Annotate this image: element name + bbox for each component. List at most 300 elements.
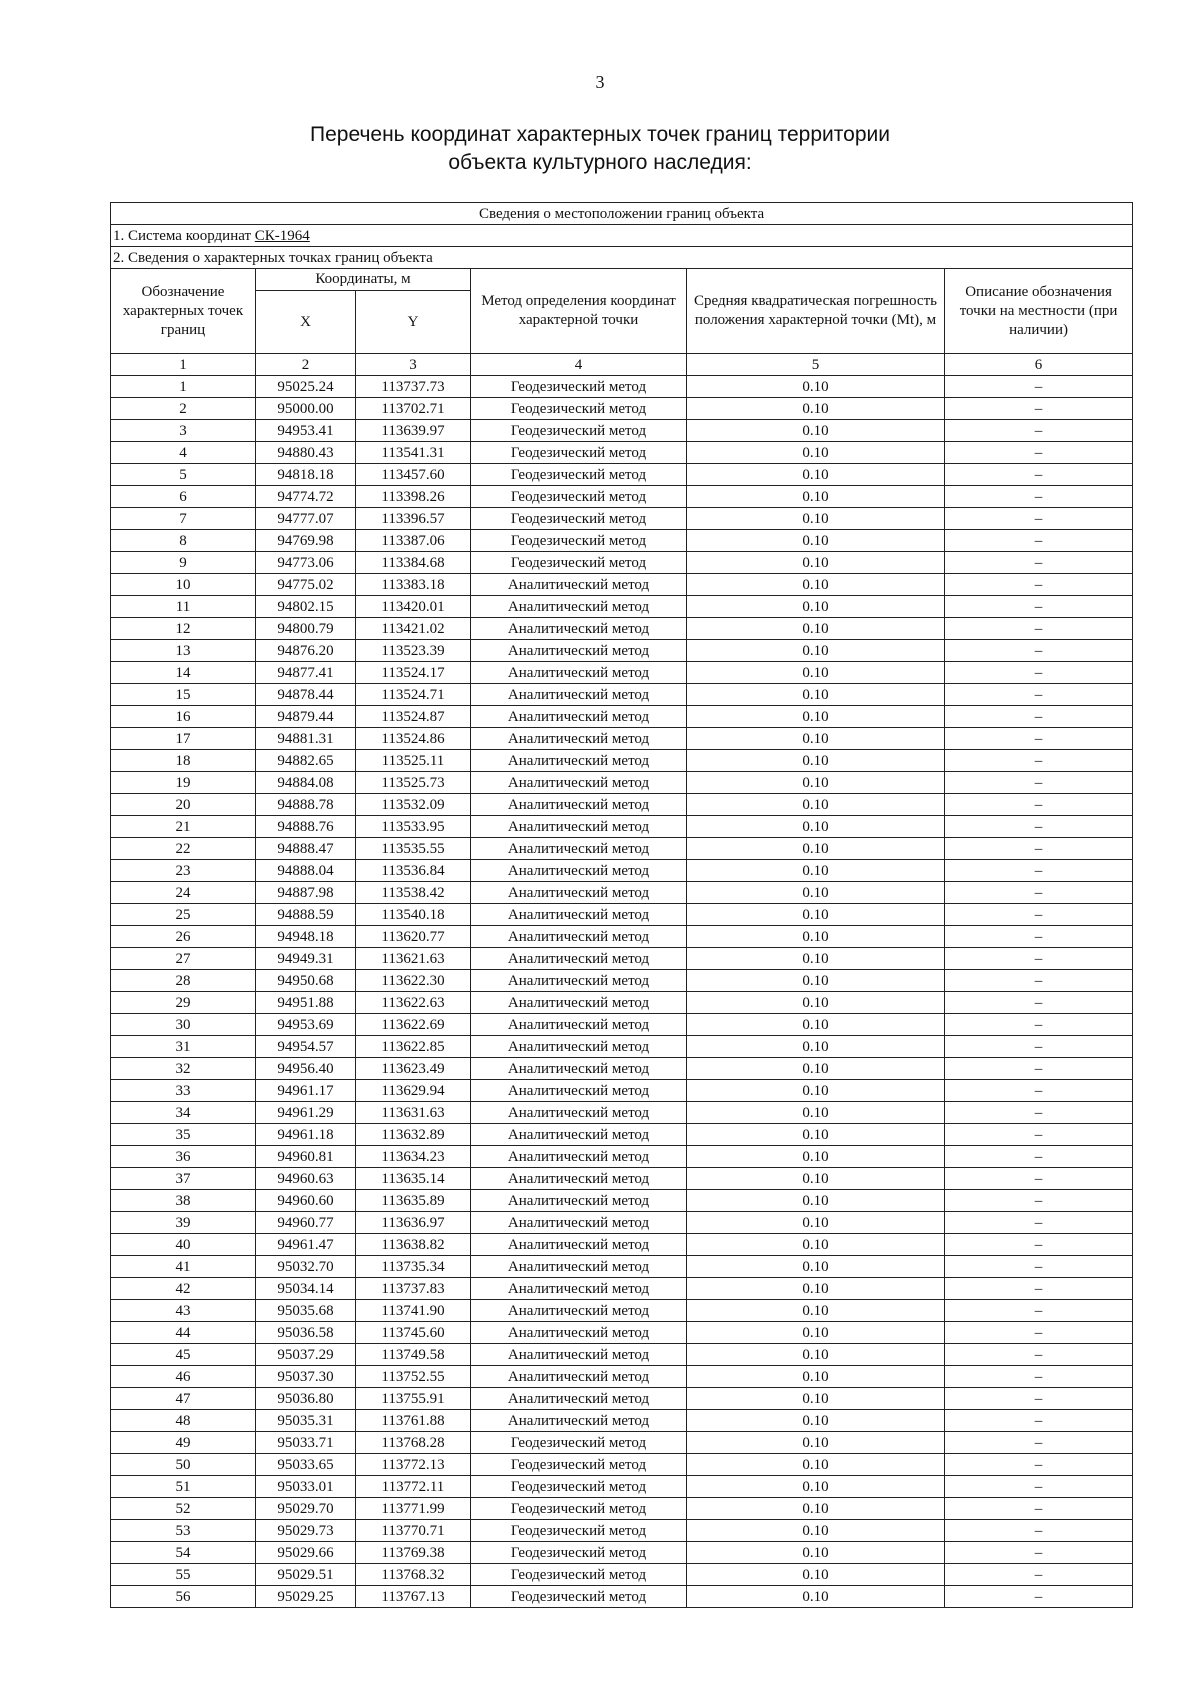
document-title (0, 121, 1200, 177)
table-row (111, 1432, 1133, 1454)
point-number-cell: 1 (111, 376, 256, 398)
x-coordinate-cell: 94888.59 (256, 904, 356, 926)
y-coordinate-cell: 113387.06 (356, 530, 471, 552)
method-cell: Геодезический метод (471, 1586, 687, 1608)
table-row (111, 508, 1133, 530)
table-row (111, 970, 1133, 992)
y-coordinate-cell: 113745.60 (356, 1322, 471, 1344)
document-title-line-2: объекта культурного наследия: (448, 151, 752, 174)
table-row (111, 728, 1133, 750)
y-coordinate-cell: 113735.34 (356, 1256, 471, 1278)
table-row (111, 574, 1133, 596)
method-cell: Геодезический метод (471, 376, 687, 398)
table-row (111, 618, 1133, 640)
x-coordinate-cell: 94879.44 (256, 706, 356, 728)
description-cell: – (945, 1014, 1133, 1036)
coordinates-table-body (111, 203, 1133, 1608)
point-number-cell: 10 (111, 574, 256, 596)
error-cell: 0.10 (687, 926, 945, 948)
table-row (111, 596, 1133, 618)
y-coordinate-cell: 113752.55 (356, 1366, 471, 1388)
points-section-title: 2. Сведения о характерных точках границ объекта (111, 247, 1133, 269)
point-number-cell: 29 (111, 992, 256, 1014)
x-coordinate-cell: 95032.70 (256, 1256, 356, 1278)
y-coordinate-cell: 113772.13 (356, 1454, 471, 1476)
point-number-cell: 23 (111, 860, 256, 882)
error-cell: 0.10 (687, 1102, 945, 1124)
y-coordinate-cell: 113524.87 (356, 706, 471, 728)
table-row (111, 464, 1133, 486)
description-cell: – (945, 1300, 1133, 1322)
x-coordinate-cell: 94773.06 (256, 552, 356, 574)
point-number-cell: 13 (111, 640, 256, 662)
x-coordinate-cell: 94769.98 (256, 530, 356, 552)
error-cell: 0.10 (687, 640, 945, 662)
table-row (111, 1564, 1133, 1586)
error-cell: 0.10 (687, 1256, 945, 1278)
table-row (111, 684, 1133, 706)
point-number-cell: 42 (111, 1278, 256, 1300)
method-cell: Аналитический метод (471, 662, 687, 684)
method-cell: Аналитический метод (471, 970, 687, 992)
x-coordinate-cell: 94956.40 (256, 1058, 356, 1080)
error-cell: 0.10 (687, 684, 945, 706)
error-cell: 0.10 (687, 376, 945, 398)
x-coordinate-cell: 95000.00 (256, 398, 356, 420)
table-row (111, 1476, 1133, 1498)
method-cell: Аналитический метод (471, 728, 687, 750)
table-row (111, 1256, 1133, 1278)
table-row (111, 442, 1133, 464)
point-number-cell: 32 (111, 1058, 256, 1080)
x-coordinate-cell: 94888.76 (256, 816, 356, 838)
y-coordinate-cell: 113629.94 (356, 1080, 471, 1102)
point-number-cell: 49 (111, 1432, 256, 1454)
point-number-cell: 31 (111, 1036, 256, 1058)
error-cell: 0.10 (687, 794, 945, 816)
y-coordinate-cell: 113632.89 (356, 1124, 471, 1146)
error-cell: 0.10 (687, 1212, 945, 1234)
table-row (111, 1410, 1133, 1432)
error-cell: 0.10 (687, 442, 945, 464)
y-coordinate-cell: 113769.38 (356, 1542, 471, 1564)
table-row (111, 1542, 1133, 1564)
x-coordinate-cell: 94888.78 (256, 794, 356, 816)
point-number-cell: 24 (111, 882, 256, 904)
table-row (111, 1454, 1133, 1476)
table-row (111, 1036, 1133, 1058)
table-row (111, 398, 1133, 420)
method-cell: Аналитический метод (471, 706, 687, 728)
description-cell: – (945, 376, 1133, 398)
method-cell: Геодезический метод (471, 552, 687, 574)
table-row (111, 486, 1133, 508)
error-cell: 0.10 (687, 772, 945, 794)
table-row (111, 376, 1133, 398)
coordinates-table (110, 202, 1133, 1608)
coord-system-prefix: 1. Система координат (113, 227, 255, 244)
point-number-cell: 41 (111, 1256, 256, 1278)
y-coordinate-cell: 113768.32 (356, 1564, 471, 1586)
y-coordinate-cell: 113541.31 (356, 442, 471, 464)
column-number: 6 (945, 354, 1133, 376)
error-cell: 0.10 (687, 552, 945, 574)
description-cell: – (945, 1410, 1133, 1432)
error-cell: 0.10 (687, 1498, 945, 1520)
y-coordinate-cell: 113535.55 (356, 838, 471, 860)
method-cell: Аналитический метод (471, 750, 687, 772)
x-coordinate-cell: 95035.68 (256, 1300, 356, 1322)
table-row (111, 1586, 1133, 1608)
error-cell: 0.10 (687, 1322, 945, 1344)
x-coordinate-cell: 94961.29 (256, 1102, 356, 1124)
error-cell: 0.10 (687, 1278, 945, 1300)
section-title: Сведения о местоположении границ объекта (111, 203, 1133, 225)
method-cell: Геодезический метод (471, 1454, 687, 1476)
description-cell: – (945, 486, 1133, 508)
x-coordinate-cell: 95035.31 (256, 1410, 356, 1432)
column-numbers-row (111, 354, 1133, 376)
y-coordinate-cell: 113622.30 (356, 970, 471, 992)
error-cell: 0.10 (687, 1586, 945, 1608)
x-coordinate-cell: 94953.41 (256, 420, 356, 442)
error-cell: 0.10 (687, 1080, 945, 1102)
column-number: 4 (471, 354, 687, 376)
table-row (111, 1388, 1133, 1410)
y-coordinate-cell: 113741.90 (356, 1300, 471, 1322)
y-coordinate-cell: 113540.18 (356, 904, 471, 926)
method-cell: Аналитический метод (471, 1234, 687, 1256)
method-cell: Геодезический метод (471, 1432, 687, 1454)
coord-system (111, 225, 1133, 247)
error-cell: 0.10 (687, 1344, 945, 1366)
x-coordinate-cell: 94882.65 (256, 750, 356, 772)
y-coordinate-cell: 113396.57 (356, 508, 471, 530)
method-cell: Аналитический метод (471, 1102, 687, 1124)
point-number-cell: 38 (111, 1190, 256, 1212)
table-row (111, 1124, 1133, 1146)
method-cell: Аналитический метод (471, 640, 687, 662)
header-error: Средняя квадратическая погрешность положения характерной точки (Mt), м (687, 269, 945, 354)
description-cell: – (945, 530, 1133, 552)
y-coordinate-cell: 113770.71 (356, 1520, 471, 1542)
description-cell: – (945, 1322, 1133, 1344)
table-row (111, 1366, 1133, 1388)
method-cell: Геодезический метод (471, 486, 687, 508)
x-coordinate-cell: 94961.18 (256, 1124, 356, 1146)
x-coordinate-cell: 94949.31 (256, 948, 356, 970)
description-cell: – (945, 640, 1133, 662)
point-number-cell: 3 (111, 420, 256, 442)
header-point-designation: Обозначение характерных точек границ (111, 269, 256, 354)
method-cell: Геодезический метод (471, 420, 687, 442)
x-coordinate-cell: 94888.04 (256, 860, 356, 882)
point-number-cell: 20 (111, 794, 256, 816)
point-number-cell: 37 (111, 1168, 256, 1190)
method-cell: Аналитический метод (471, 1300, 687, 1322)
error-cell: 0.10 (687, 1476, 945, 1498)
x-coordinate-cell: 94888.47 (256, 838, 356, 860)
table-row (111, 816, 1133, 838)
y-coordinate-cell: 113702.71 (356, 398, 471, 420)
y-coordinate-cell: 113631.63 (356, 1102, 471, 1124)
x-coordinate-cell: 95036.58 (256, 1322, 356, 1344)
point-number-cell: 28 (111, 970, 256, 992)
table-row (111, 860, 1133, 882)
x-coordinate-cell: 94954.57 (256, 1036, 356, 1058)
point-number-cell: 18 (111, 750, 256, 772)
description-cell: – (945, 904, 1133, 926)
point-number-cell: 47 (111, 1388, 256, 1410)
point-number-cell: 8 (111, 530, 256, 552)
description-cell: – (945, 1520, 1133, 1542)
description-cell: – (945, 1168, 1133, 1190)
table-row (111, 838, 1133, 860)
y-coordinate-cell: 113638.82 (356, 1234, 471, 1256)
x-coordinate-cell: 94960.60 (256, 1190, 356, 1212)
point-number-cell: 54 (111, 1542, 256, 1564)
point-number-cell: 48 (111, 1410, 256, 1432)
error-cell: 0.10 (687, 882, 945, 904)
y-coordinate-cell: 113749.58 (356, 1344, 471, 1366)
description-cell: – (945, 1278, 1133, 1300)
table-row (111, 1212, 1133, 1234)
point-number-cell: 44 (111, 1322, 256, 1344)
table-row (111, 706, 1133, 728)
y-coordinate-cell: 113622.63 (356, 992, 471, 1014)
error-cell: 0.10 (687, 1234, 945, 1256)
method-cell: Аналитический метод (471, 1014, 687, 1036)
point-number-cell: 39 (111, 1212, 256, 1234)
error-cell: 0.10 (687, 1432, 945, 1454)
description-cell: – (945, 992, 1133, 1014)
column-number: 1 (111, 354, 256, 376)
y-coordinate-cell: 113620.77 (356, 926, 471, 948)
error-cell: 0.10 (687, 662, 945, 684)
description-cell: – (945, 1036, 1133, 1058)
error-cell: 0.10 (687, 398, 945, 420)
description-cell: – (945, 1146, 1133, 1168)
error-cell: 0.10 (687, 706, 945, 728)
y-coordinate-cell: 113761.88 (356, 1410, 471, 1432)
description-cell: – (945, 574, 1133, 596)
y-coordinate-cell: 113524.86 (356, 728, 471, 750)
y-coordinate-cell: 113523.39 (356, 640, 471, 662)
y-coordinate-cell: 113538.42 (356, 882, 471, 904)
point-number-cell: 52 (111, 1498, 256, 1520)
point-number-cell: 4 (111, 442, 256, 464)
method-cell: Геодезический метод (471, 1542, 687, 1564)
point-number-cell: 12 (111, 618, 256, 640)
method-cell: Аналитический метод (471, 1146, 687, 1168)
method-cell: Аналитический метод (471, 948, 687, 970)
point-number-cell: 43 (111, 1300, 256, 1322)
table-row (111, 1234, 1133, 1256)
x-coordinate-cell: 95034.14 (256, 1278, 356, 1300)
method-cell: Геодезический метод (471, 398, 687, 420)
error-cell: 0.10 (687, 750, 945, 772)
description-cell: – (945, 948, 1133, 970)
column-number: 2 (256, 354, 356, 376)
table-row (111, 1344, 1133, 1366)
method-cell: Аналитический метод (471, 772, 687, 794)
description-cell: – (945, 1102, 1133, 1124)
y-coordinate-cell: 113384.68 (356, 552, 471, 574)
method-cell: Геодезический метод (471, 1564, 687, 1586)
point-number-cell: 36 (111, 1146, 256, 1168)
method-cell: Геодезический метод (471, 1476, 687, 1498)
x-coordinate-cell: 95036.80 (256, 1388, 356, 1410)
x-coordinate-cell: 95029.73 (256, 1520, 356, 1542)
table-row (111, 552, 1133, 574)
point-number-cell: 2 (111, 398, 256, 420)
y-coordinate-cell: 113420.01 (356, 596, 471, 618)
table-row (111, 1498, 1133, 1520)
method-cell: Аналитический метод (471, 1278, 687, 1300)
x-coordinate-cell: 94951.88 (256, 992, 356, 1014)
method-cell: Аналитический метод (471, 992, 687, 1014)
y-coordinate-cell: 113536.84 (356, 860, 471, 882)
table-row (111, 794, 1133, 816)
x-coordinate-cell: 94884.08 (256, 772, 356, 794)
header-y: Y (356, 291, 471, 354)
description-cell: – (945, 1498, 1133, 1520)
description-cell: – (945, 706, 1133, 728)
y-coordinate-cell: 113755.91 (356, 1388, 471, 1410)
y-coordinate-cell: 113635.14 (356, 1168, 471, 1190)
error-cell: 0.10 (687, 1366, 945, 1388)
method-cell: Аналитический метод (471, 860, 687, 882)
y-coordinate-cell: 113635.89 (356, 1190, 471, 1212)
point-number-cell: 16 (111, 706, 256, 728)
error-cell: 0.10 (687, 838, 945, 860)
table-row (111, 904, 1133, 926)
y-coordinate-cell: 113768.28 (356, 1432, 471, 1454)
error-cell: 0.10 (687, 1388, 945, 1410)
point-number-cell: 6 (111, 486, 256, 508)
point-number-cell: 46 (111, 1366, 256, 1388)
y-coordinate-cell: 113634.23 (356, 1146, 471, 1168)
error-cell: 0.10 (687, 1014, 945, 1036)
method-cell: Аналитический метод (471, 1036, 687, 1058)
error-cell: 0.10 (687, 1190, 945, 1212)
x-coordinate-cell: 94878.44 (256, 684, 356, 706)
y-coordinate-cell: 113525.73 (356, 772, 471, 794)
method-cell: Геодезический метод (471, 1498, 687, 1520)
error-cell: 0.10 (687, 420, 945, 442)
method-cell: Геодезический метод (471, 442, 687, 464)
table-row (111, 1058, 1133, 1080)
page-number: 3 (595, 72, 605, 92)
method-cell: Аналитический метод (471, 838, 687, 860)
x-coordinate-cell: 94960.81 (256, 1146, 356, 1168)
x-coordinate-cell: 94800.79 (256, 618, 356, 640)
method-cell: Аналитический метод (471, 1212, 687, 1234)
method-cell: Аналитический метод (471, 1080, 687, 1102)
x-coordinate-cell: 94876.20 (256, 640, 356, 662)
point-number-cell: 22 (111, 838, 256, 860)
point-number-cell: 50 (111, 1454, 256, 1476)
y-coordinate-cell: 113622.69 (356, 1014, 471, 1036)
table-row (111, 1278, 1133, 1300)
error-cell: 0.10 (687, 816, 945, 838)
description-cell: – (945, 1080, 1133, 1102)
table-row (111, 640, 1133, 662)
point-number-cell: 45 (111, 1344, 256, 1366)
description-cell: – (945, 926, 1133, 948)
point-number-cell: 19 (111, 772, 256, 794)
method-cell: Аналитический метод (471, 1124, 687, 1146)
description-cell: – (945, 816, 1133, 838)
table-row (111, 1014, 1133, 1036)
x-coordinate-cell: 94948.18 (256, 926, 356, 948)
table-row (111, 926, 1133, 948)
coord-system-row (111, 225, 1133, 247)
description-cell: – (945, 1388, 1133, 1410)
coord-system-name: СК-1964 (254, 227, 310, 244)
description-cell: – (945, 772, 1133, 794)
method-cell: Геодезический метод (471, 464, 687, 486)
header-method: Метод определения координат характерной точки (471, 269, 687, 354)
y-coordinate-cell: 113771.99 (356, 1498, 471, 1520)
point-number-cell: 53 (111, 1520, 256, 1542)
description-cell: – (945, 1234, 1133, 1256)
y-coordinate-cell: 113737.83 (356, 1278, 471, 1300)
point-number-cell: 15 (111, 684, 256, 706)
x-coordinate-cell: 95037.30 (256, 1366, 356, 1388)
table-row (111, 1520, 1133, 1542)
x-coordinate-cell: 94881.31 (256, 728, 356, 750)
point-number-cell: 11 (111, 596, 256, 618)
description-cell: – (945, 1542, 1133, 1564)
description-cell: – (945, 882, 1133, 904)
method-cell: Аналитический метод (471, 684, 687, 706)
description-cell: – (945, 1564, 1133, 1586)
point-number-cell: 40 (111, 1234, 256, 1256)
method-cell: Аналитический метод (471, 1190, 687, 1212)
x-coordinate-cell: 94775.02 (256, 574, 356, 596)
y-coordinate-cell: 113421.02 (356, 618, 471, 640)
y-coordinate-cell: 113457.60 (356, 464, 471, 486)
point-number-cell: 26 (111, 926, 256, 948)
method-cell: Аналитический метод (471, 1388, 687, 1410)
y-coordinate-cell: 113622.85 (356, 1036, 471, 1058)
point-number-cell: 51 (111, 1476, 256, 1498)
error-cell: 0.10 (687, 1410, 945, 1432)
x-coordinate-cell: 94877.41 (256, 662, 356, 684)
description-cell: – (945, 1432, 1133, 1454)
y-coordinate-cell: 113772.11 (356, 1476, 471, 1498)
description-cell: – (945, 1256, 1133, 1278)
table-row (111, 772, 1133, 794)
point-number-cell: 17 (111, 728, 256, 750)
description-cell: – (945, 1454, 1133, 1476)
y-coordinate-cell: 113532.09 (356, 794, 471, 816)
y-coordinate-cell: 113737.73 (356, 376, 471, 398)
point-number-cell: 5 (111, 464, 256, 486)
method-cell: Геодезический метод (471, 1520, 687, 1542)
description-cell: – (945, 684, 1133, 706)
column-number: 5 (687, 354, 945, 376)
point-number-cell: 25 (111, 904, 256, 926)
point-number-cell: 9 (111, 552, 256, 574)
description-cell: – (945, 1344, 1133, 1366)
method-cell: Аналитический метод (471, 816, 687, 838)
table-row (111, 992, 1133, 1014)
header-coordinates: Координаты, м (256, 269, 471, 291)
y-coordinate-cell: 113383.18 (356, 574, 471, 596)
description-cell: – (945, 596, 1133, 618)
